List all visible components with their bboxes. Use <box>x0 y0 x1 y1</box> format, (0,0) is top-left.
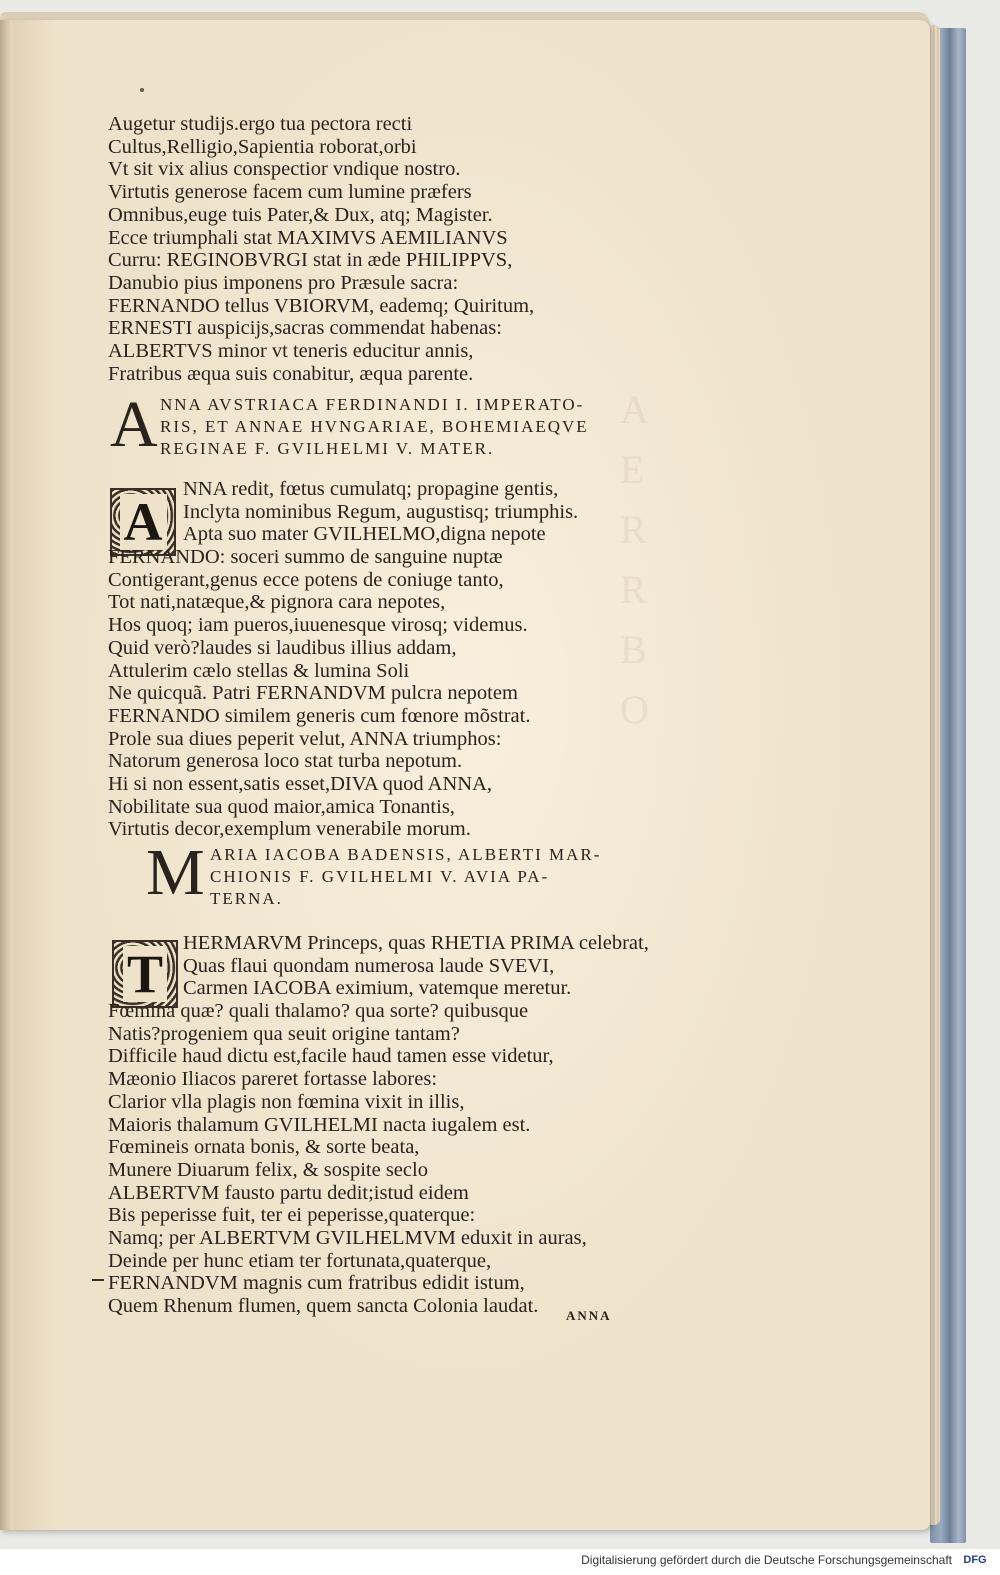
verse-line: NNA redit, fœtus cumulatq; propagine gentis, <box>183 478 559 500</box>
verse-line: ALBERTVS minor vt teneris educitur annis, <box>108 340 474 363</box>
verse-line: FERNANDO similem generis cum fœnore mõstrat. <box>108 704 531 727</box>
verse-line: Fratribus æqua suis conabitur, æqua parente. <box>108 362 474 385</box>
verse-line: Danubio pius imponens pro Præsule sacra: <box>108 271 459 294</box>
verse-line: Maioris thalamum GVILHELMI nacta iugalem est. <box>108 1113 531 1136</box>
catchword: ANNA <box>566 1308 612 1323</box>
heading-line: CHIONIS F. GVILHELMI V. AVIA PA- <box>210 867 550 886</box>
verse-line: Nobilitate sua quod maior,amica Tonantis, <box>108 795 455 818</box>
verse-line: Quas flaui quondam numerosa laude SVEVI, <box>183 954 555 977</box>
verse-line: Mæonio Iliacos pareret fortasse labores: <box>108 1068 438 1091</box>
verse-line: ERNESTI auspicijs,sacras commendat habenas: <box>108 317 502 340</box>
verse-line: Omnibus,euge tuis Pater,& Dux, atq; Magister. <box>108 203 493 226</box>
verse-line: Fœmina quæ? quali thalamo? qua sorte? quibusque <box>108 1000 529 1022</box>
verse-line: Vt sit vix alius conspectior vndique nostro. <box>108 158 461 181</box>
verse-line: HERMARVM Princeps, quas RHETIA PRIMA celebrat, <box>183 932 649 954</box>
verse-line: Virtutis generose facem cum lumine præfers <box>108 181 472 204</box>
verse-block-2-cont <box>108 546 530 841</box>
heading-line: REGINAE F. GVILHELMI V. MATER. <box>160 439 495 458</box>
verse-line: Hos quoq; iam pueros,iuuenesque virosq; videmus. <box>108 614 528 637</box>
decorated-initial: A <box>110 488 176 556</box>
verse-block-3-cont <box>108 1000 587 1318</box>
verse-line: Virtutis decor,exemplum venerabile morum. <box>108 818 471 841</box>
verse-line: FERNANDO tellus VBIORVM, eademq; Quiritum, <box>108 294 535 317</box>
verse-line: Fœmineis ornata bonis, & sorte beata, <box>108 1136 420 1159</box>
heading-initial: M <box>146 836 205 909</box>
verse-line: Ecce triumphali stat MAXIMVS AEMILIANVS <box>108 226 508 249</box>
verse-line: Quem Rhenum flumen, quem sancta Colonia laudat. <box>108 1295 539 1318</box>
verse-line: Natorum generosa loco stat turba nepotum. <box>108 750 463 773</box>
verse-line: Deinde per hunc etiam ter fortunata,quaterque, <box>108 1249 492 1272</box>
verse-line: Natis?progeniem qua seuit origine tantam? <box>108 1022 460 1045</box>
heading-line: TERNA. <box>210 889 283 908</box>
decorated-initial: T <box>112 940 178 1008</box>
verse-line: Inclyta nominibus Regum, augustisq; triumphis. <box>183 500 579 523</box>
verse-line: Cultus,Relligio,Sapientia roborat,orbi <box>108 135 417 158</box>
verse-line: Prole sua diues peperit velut, ANNA triumphos: <box>108 727 502 750</box>
verse-line: Clarior vlla plagis non fœmina vixit in illis, <box>108 1090 465 1113</box>
verse-line: FERNANDO: soceri summo de sanguine nuptæ <box>108 546 503 568</box>
verse-line: Curru: REGINOBVRGI stat in æde PHILIPPVS, <box>108 249 513 272</box>
section-heading-maria <box>210 844 601 910</box>
margin-dash <box>92 1279 104 1281</box>
verse-line: ALBERTVM fausto partu dedit;istud eidem <box>108 1181 469 1204</box>
ink-speck <box>140 88 144 92</box>
verse-block-2 <box>183 478 578 546</box>
verse-line: Tot nati,natæque,& pignora cara nepotes, <box>108 591 446 614</box>
section-heading-anna <box>160 394 589 460</box>
verse-line: Quid verò?laudes si laudibus illius addam, <box>108 636 457 659</box>
verse-line: Ne quicquã. Patri FERNANDVM pulcra nepotem <box>108 682 518 705</box>
verse-line: Augetur studijs.ergo tua pectora recti <box>108 113 413 135</box>
heading-line: RIS, ET ANNAE HVNGARIAE, BOHEMIAEQVE <box>160 417 589 436</box>
dfg-logo: DFG <box>963 1554 987 1566</box>
funding-credit: Digitalisierung gefördert durch die Deutsche Forschungsgemeinschaft <box>581 1553 952 1567</box>
verse-block-1 <box>108 113 534 385</box>
verse-line: Bis peperisse fuit, ter ei peperisse,quaterque: <box>108 1204 476 1227</box>
heading-initial: A <box>110 388 158 461</box>
verse-line: Contigerant,genus ecce potens de coniuge tanto, <box>108 568 504 591</box>
verse-line: Munere Diuarum felix, & sospite seclo <box>108 1158 428 1181</box>
verse-block-3 <box>183 932 649 1000</box>
verse-line: Attulerim cælo stellas & lumina Soli <box>108 659 410 682</box>
verse-line: Carmen IACOBA eximium, vatemque meretur. <box>183 977 572 1000</box>
verse-line: Namq; per ALBERTVM GVILHELMVM eduxit in auras, <box>108 1227 587 1250</box>
heading-line: ARIA IACOBA BADENSIS, ALBERTI MAR- <box>210 845 602 864</box>
verse-line: FERNANDVM magnis cum fratribus edidit istum, <box>108 1272 525 1295</box>
verse-line: Hi si non essent,satis esset,DIVA quod ANNA, <box>108 773 492 796</box>
verse-line: Difficile haud dictu est,facile haud tamen esse videtur, <box>108 1045 554 1068</box>
heading-line: NNA AVSTRIACA FERDINANDI I. IMPERATO- <box>160 395 585 414</box>
page-gutter <box>0 20 12 1530</box>
verse-line: Apta suo mater GVILHELMO,digna nepote <box>183 523 546 546</box>
